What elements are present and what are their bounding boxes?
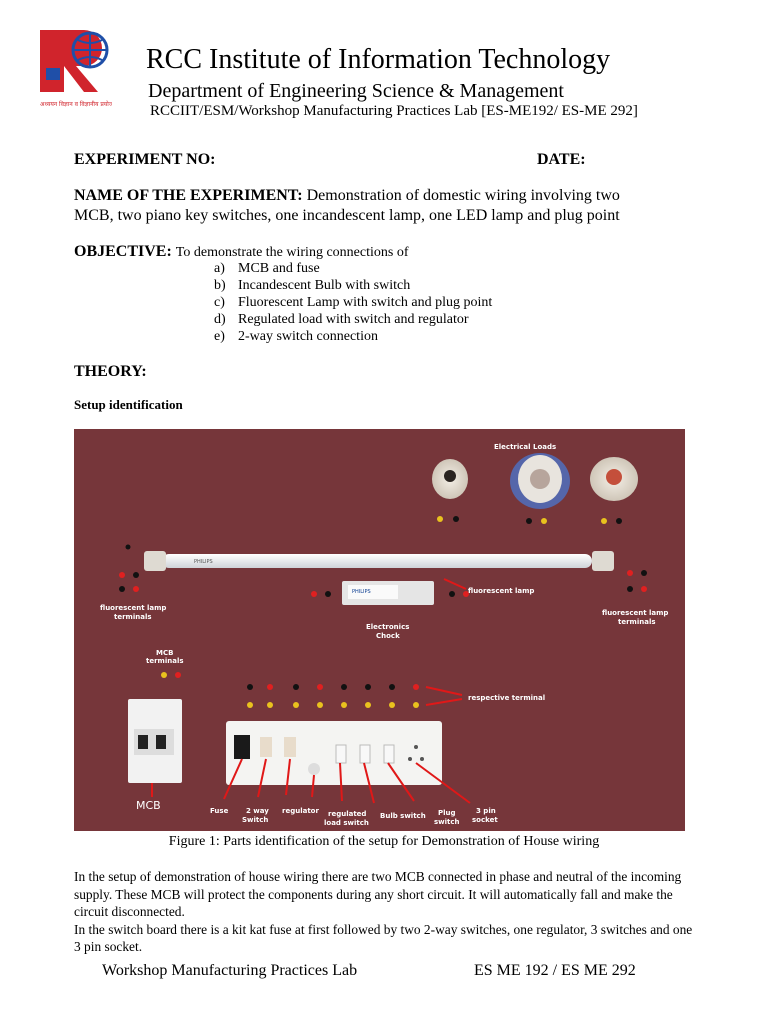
footer-lab-name: Workshop Manufacturing Practices Lab: [102, 962, 358, 979]
objective-list: [214, 260, 492, 345]
setup-photo: [74, 429, 685, 831]
label-3pin-1: 3 pin: [476, 807, 496, 815]
mcb-unit: [128, 699, 182, 783]
objective-text: To demonstrate the wiring connections of: [175, 245, 409, 260]
label-fl-terminals-left-2: terminals: [114, 613, 152, 621]
label-fl-terminals-right-2: terminals: [618, 618, 656, 626]
electronic-choke: [342, 581, 434, 605]
label-chock: Chock: [376, 632, 400, 640]
label-fl-terminals-right-1: fluorescent lamp: [602, 609, 669, 617]
label-2way-2: Switch: [242, 816, 269, 824]
label-regulated-2: load switch: [324, 819, 369, 827]
experiment-name-cont: MCB, two piano key switches, one incandescent lamp, one LED lamp and plug point: [74, 207, 620, 224]
setup-heading: Setup identification: [74, 397, 183, 412]
paragraph: In the switch board there is a kit kat fuse at first followed by two 2-way switches, one regulator, 3 switches and one 3 pin socket.: [74, 921, 693, 954]
lab-code: RCCIIT/ESM/Workshop Manufacturing Practices Lab [ES-ME192/ ES-ME 292]: [150, 103, 638, 119]
label-2way-1: 2 way: [246, 807, 269, 815]
ballast-brand: PHILIPS: [352, 589, 371, 595]
label-3pin-2: socket: [472, 816, 498, 824]
label-regulated-1: regulated: [328, 810, 367, 818]
experiment-name: [74, 186, 620, 206]
figure-caption: Figure 1: Parts identification of the setup for Demonstration of House wiring: [168, 834, 600, 849]
tube-brand: PHILIPS: [194, 559, 213, 565]
institute-title: RCC Institute of Information Technology: [146, 44, 611, 75]
list-item: b) Incandescent Bulb with switch: [214, 278, 411, 293]
footer-course-code: ES ME 192 / ES ME 292: [474, 962, 636, 979]
fluorescent-tube: [144, 551, 614, 571]
experiment-no: EXPERIMENT NO:: [74, 151, 216, 168]
experiment-name-label: NAME OF THE EXPERIMENT:: [74, 187, 303, 204]
logo-motto: अध्ययन विज्ञान व विज्ञानीय प्रयोजन: [40, 101, 112, 108]
label-fl-terminals-left-1: fluorescent lamp: [100, 604, 167, 612]
list-item: d) Regulated load with switch and regulator: [214, 312, 469, 327]
label-mcb-terminals-2: terminals: [146, 657, 184, 665]
label-regulator: regulator: [282, 807, 319, 815]
label-plug-1: Plug: [438, 809, 456, 817]
label-plug-2: switch: [434, 818, 460, 826]
paragraph: In the setup of demonstration of house wiring there are two MCB connected in phase and neutral of the incoming supply. These MCB will protect the components during any short circuit. It will automatically fall and make the circuit disconnected.: [74, 869, 682, 919]
list-item: a) MCB and fuse: [214, 261, 320, 276]
label-fluorescent-lamp: fluorescent lamp: [468, 587, 535, 595]
theory-heading: THEORY:: [74, 363, 147, 380]
bulb-holder-right: [590, 457, 638, 501]
label-mcb: MCB: [136, 799, 161, 812]
theory-text: [74, 868, 694, 956]
label-fuse: Fuse: [210, 807, 229, 815]
label-mcb-terminals-1: MCB: [156, 649, 174, 657]
label-bulb-switch: Bulb switch: [380, 812, 426, 820]
label-electrical-loads: Electrical Loads: [494, 443, 557, 451]
objective-label: OBJECTIVE:: [74, 243, 172, 260]
experiment-name-text: Demonstration of domestic wiring involving two: [306, 187, 620, 204]
date-label: DATE:: [537, 151, 586, 168]
switch-board: [226, 721, 442, 785]
label-respective-terminal: respective terminal: [468, 694, 546, 702]
label-electronics: Electronics: [366, 623, 410, 631]
list-item: e) 2-way switch connection: [214, 329, 378, 344]
institute-logo: [38, 28, 112, 112]
department-title: Department of Engineering Science & Management: [148, 80, 564, 102]
bulb-holder-middle: [510, 453, 570, 509]
bulb-holder-left: [432, 459, 468, 499]
list-item: c) Fluorescent Lamp with switch and plug point: [214, 295, 493, 310]
